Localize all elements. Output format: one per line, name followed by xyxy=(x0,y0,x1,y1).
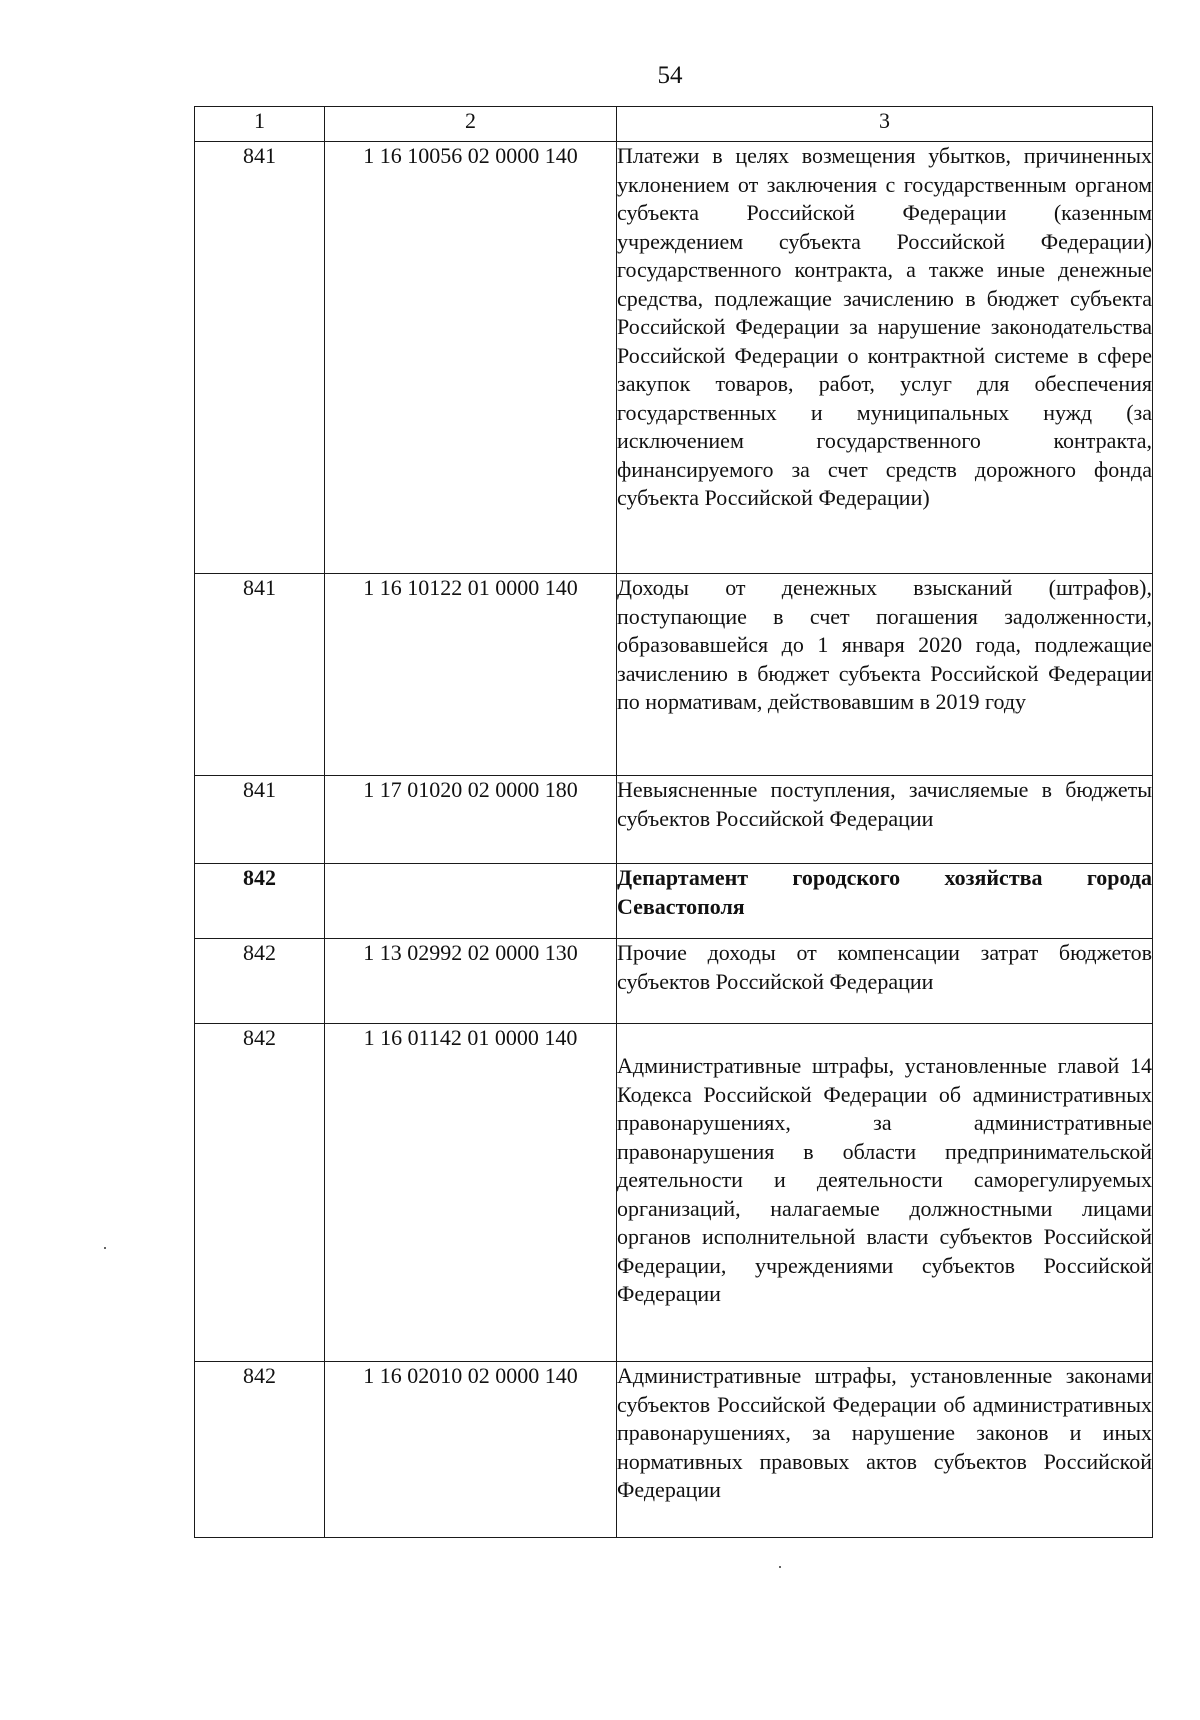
revenue-codes-table xyxy=(194,106,1153,1538)
kbk-code-cell: 1 16 02010 02 0000 140 xyxy=(325,1362,617,1538)
kbk-code-cell xyxy=(325,864,617,939)
description-text: Невыясненные поступления, зачисляемые в бюджеты субъектов Российской Федерации xyxy=(617,777,1152,831)
table-header-row xyxy=(195,107,1153,142)
description-cell xyxy=(617,776,1153,864)
column-header-2: 2 xyxy=(325,107,617,142)
description-cell xyxy=(617,574,1153,776)
description-cell xyxy=(617,939,1153,1024)
description-text: Платежи в целях возмещения убытков, причиненных уклонением от заключения с государственным органом субъекта Российской Федерации (казенным учреждением субъекта Российской Федерации) государственного контракта, а также иные денежные средства, подлежащие зачислению в бюджет субъекта Российской Федерации за нарушение законодательства Российской Федерации о контрактной системе в сфере закупок товаров, работ, услуг для обеспечения государственных и муниципальных нужд (за исключением государственного контракта, финансируемого за счет средств дорожного фонда субъекта Российской Федерации) xyxy=(617,143,1152,510)
column-header-3: 3 xyxy=(617,107,1153,142)
table-row xyxy=(195,574,1153,776)
kbk-code-cell: 1 16 10056 02 0000 140 xyxy=(325,142,617,574)
description-text: Административные штрафы, установленные главой 14 Кодекса Российской Федерации об административных правонарушениях, за административные правонарушения в области предпринимательской деятельности и деятельности саморегулируемых организаций, налагаемые должностными лицами органов исполнительной власти субъектов Российской Федерации, учреждениями субъектов Российской Федерации xyxy=(617,1053,1152,1306)
table-row xyxy=(195,1362,1153,1538)
table-row xyxy=(195,939,1153,1024)
description-text: Административные штрафы, установленные законами субъектов Российской Федерации об административных правонарушениях, за нарушение законов и иных нормативных правовых актов субъектов Российской Федерации xyxy=(617,1363,1152,1502)
admin-code-cell: 842 xyxy=(195,939,325,1024)
kbk-code-cell: 1 16 01142 01 0000 140 xyxy=(325,1024,617,1362)
table-row xyxy=(195,776,1153,864)
department-title-cell xyxy=(617,864,1153,939)
description-cell xyxy=(617,142,1153,574)
page-number: 54 xyxy=(657,62,683,89)
admin-code-cell: 842 xyxy=(195,1024,325,1362)
kbk-code-cell: 1 16 10122 01 0000 140 xyxy=(325,574,617,776)
scan-speck xyxy=(779,1566,781,1568)
table-row xyxy=(195,1024,1153,1362)
description-cell xyxy=(617,1362,1153,1538)
admin-code-cell: 841 xyxy=(195,142,325,574)
description-cell xyxy=(617,1024,1153,1362)
table-row xyxy=(195,864,1153,939)
admin-code-cell: 841 xyxy=(195,574,325,776)
table-row xyxy=(195,142,1153,574)
kbk-code-cell: 1 17 01020 02 0000 180 xyxy=(325,776,617,864)
admin-code-cell: 841 xyxy=(195,776,325,864)
admin-code-cell: 842 xyxy=(195,864,325,939)
admin-code-cell: 842 xyxy=(195,1362,325,1538)
column-header-1: 1 xyxy=(195,107,325,142)
department-title: Департамент городского хозяйства города Севастополя xyxy=(617,865,1152,919)
description-text: Прочие доходы от компенсации затрат бюджетов субъектов Российской Федерации xyxy=(617,940,1152,994)
description-text: Доходы от денежных взысканий (штрафов), поступающие в счет погашения задолженности, образовавшейся до 1 января 2020 года, подлежащие зачислению в бюджет субъекта Российской Федерации по нормативам, действовавшим в 2019 году xyxy=(617,575,1152,714)
kbk-code-cell: 1 13 02992 02 0000 130 xyxy=(325,939,617,1024)
scan-speck xyxy=(104,1247,106,1249)
